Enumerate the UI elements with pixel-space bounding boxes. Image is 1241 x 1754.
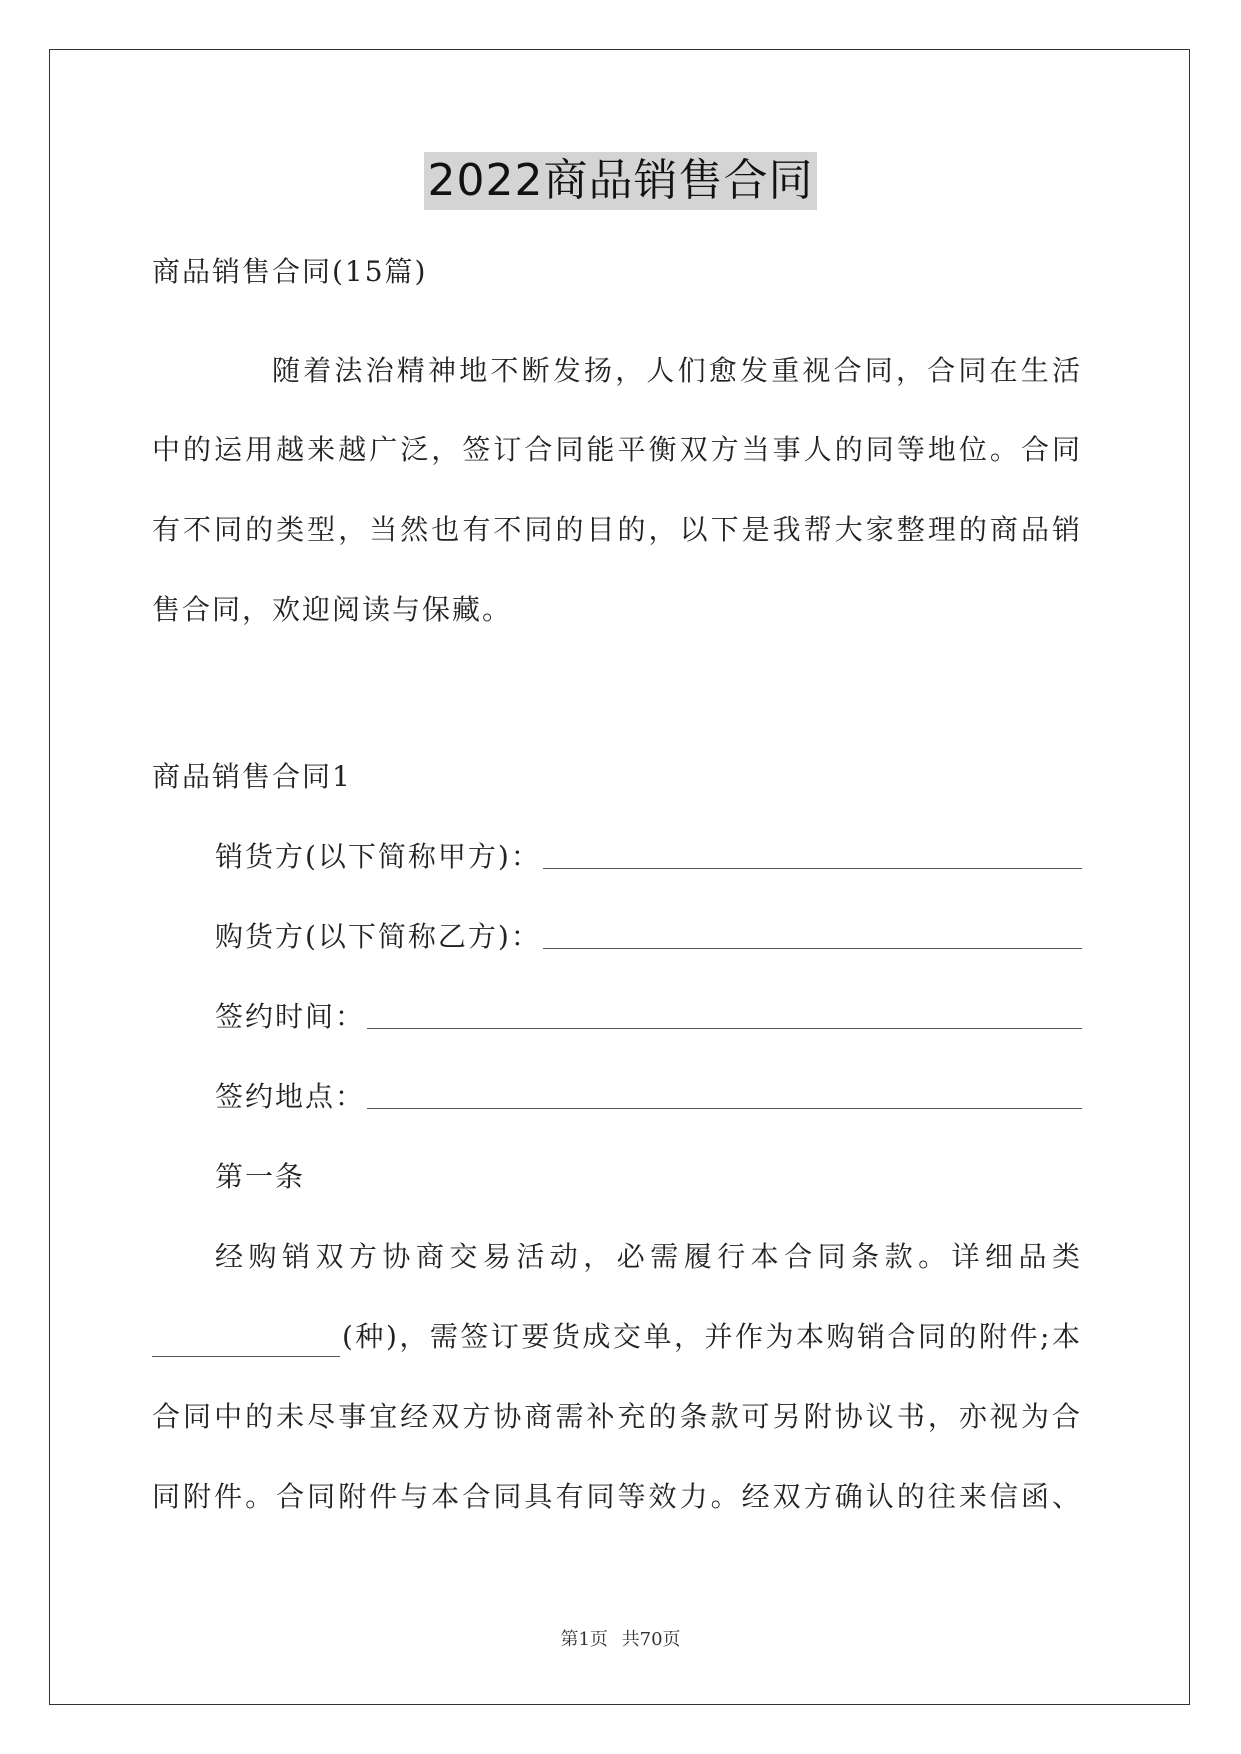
intro-line-4: 售合同，欢迎阅读与保藏。 [152,593,513,626]
seller-field [215,837,1082,877]
article-line-3: 合同中的未尽事宜经双方协商需补充的条款可另附协议书，亦视为合 [152,1400,1082,1433]
article-line-2-wrap [152,1317,1082,1357]
seller-blank [543,868,1082,869]
seller-label: 销货方(以下简称甲方)： [215,840,541,873]
article-title: 第一条 [215,1160,306,1193]
title-wrap [0,152,1241,210]
document-subtitle: 商品销售合同(15篇) [152,255,428,288]
intro-line-3: 有不同的类型，当然也有不同的目的，以下是我帮大家整理的商品销 [152,513,1082,546]
page-number: 第1页 [560,1629,608,1650]
document-title: 2022商品销售合同 [424,152,818,210]
intro-line-2: 中的运用越来越广泛，签订合同能平衡双方当事人的同等地位。合同 [152,433,1082,466]
section-heading: 商品销售合同1 [152,760,352,793]
page-total: 共70页 [621,1629,681,1650]
article-line-1: 经购销双方协商交易活动，必需履行本合同条款。详细品类 [215,1240,1082,1273]
sign-time-label: 签约时间： [215,1000,366,1033]
page-border [49,49,1190,1705]
sign-place-field [215,1077,1082,1117]
buyer-field [215,917,1082,957]
buyer-label: 购货方(以下简称乙方)： [215,920,541,953]
buyer-blank [543,948,1082,949]
sign-place-label: 签约地点： [215,1080,366,1113]
page-footer [0,1628,1241,1652]
article-line-2: (种)，需签订要货成交单，并作为本购销合同的附件;本 [342,1320,1082,1353]
category-blank [152,1328,340,1357]
intro-line-1: 随着法治精神地不断发扬，人们愈发重视合同，合同在生活 [272,354,1082,387]
sign-time-field [215,997,1082,1037]
article-line-4: 同附件。合同附件与本合同具有同等效力。经双方确认的往来信函、 [152,1480,1082,1513]
sign-time-blank [367,1028,1082,1029]
sign-place-blank [367,1108,1082,1109]
